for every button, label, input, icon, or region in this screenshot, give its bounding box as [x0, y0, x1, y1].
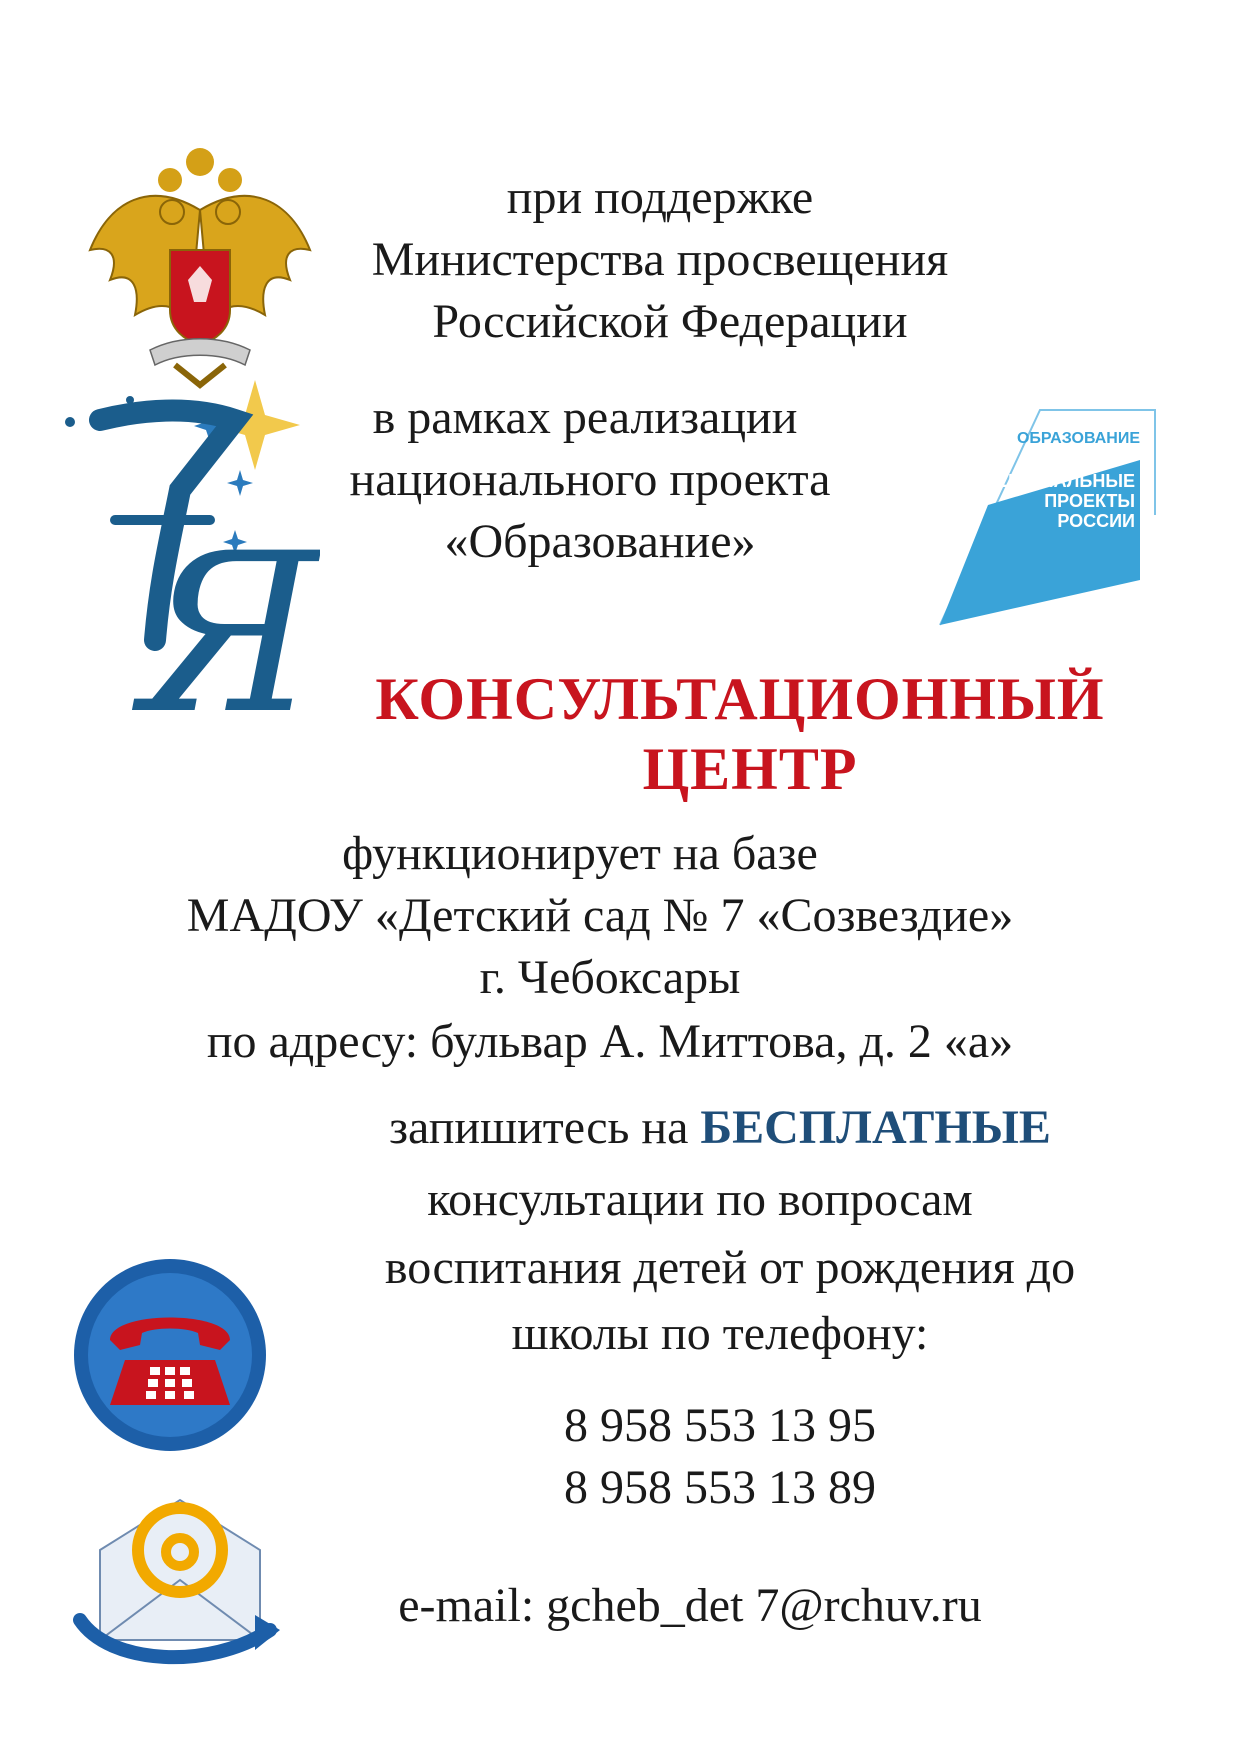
svg-text:ПРОЕКТЫ: ПРОЕКТЫ [1044, 491, 1135, 511]
svg-text:Я: Я [140, 506, 318, 740]
telephone-icon [70, 1255, 270, 1455]
kindergarten-logo [60, 380, 320, 740]
signup-line-2: консультации по вопросам [427, 1173, 973, 1226]
center-title-line-2: ЦЕНТР [642, 736, 858, 802]
email-at-icon [70, 1480, 290, 1670]
base-line-1: функционирует на базе [342, 827, 818, 880]
center-title-line-1: КОНСУЛЬТАЦИОННЫЙ [375, 666, 1105, 732]
base-line-4: по адресу: бульвар А. Миттова, д. 2 «а» [206, 1015, 1014, 1068]
coat-of-arms-icon [80, 140, 320, 390]
signup-line-4: школы по телефону: [511, 1307, 929, 1360]
phone-2: 8 958 553 13 89 [564, 1461, 876, 1514]
project-line-2: национального проекта [349, 453, 831, 506]
project-line-1: в рамках реализации [372, 391, 798, 444]
support-line-2: Министерства просвещения [371, 233, 949, 286]
support-line-1: при поддержке [506, 171, 814, 224]
support-line-3: Российской Федерации [432, 295, 908, 348]
svg-text:ОБРАЗОВАНИЕ: ОБРАЗОВАНИЕ [1016, 430, 1140, 447]
national-projects-logo [930, 405, 1160, 630]
project-line-3: «Образование» [444, 515, 756, 568]
signup-line-3: воспитания детей от рождения до [384, 1241, 1076, 1294]
base-line-3: г. Чебоксары [479, 951, 741, 1004]
signup-line-1 [320, 1100, 1120, 1156]
base-line-2: МАДОУ «Детский сад № 7 «Созвездие» [186, 889, 1014, 942]
svg-text:НАЦИОНАЛЬНЫЕ: НАЦИОНАЛЬНЫЕ [974, 471, 1135, 491]
svg-text:РОССИИ: РОССИИ [1057, 511, 1135, 531]
phone-1: 8 958 553 13 95 [564, 1399, 876, 1452]
email-address[interactable]: e-mail: gcheb_det 7@rchuv.ru [398, 1579, 982, 1632]
free-highlight: БЕСПЛАТНЫЕ [700, 1101, 1051, 1154]
signup-prefix: запишитесь на [389, 1101, 701, 1154]
